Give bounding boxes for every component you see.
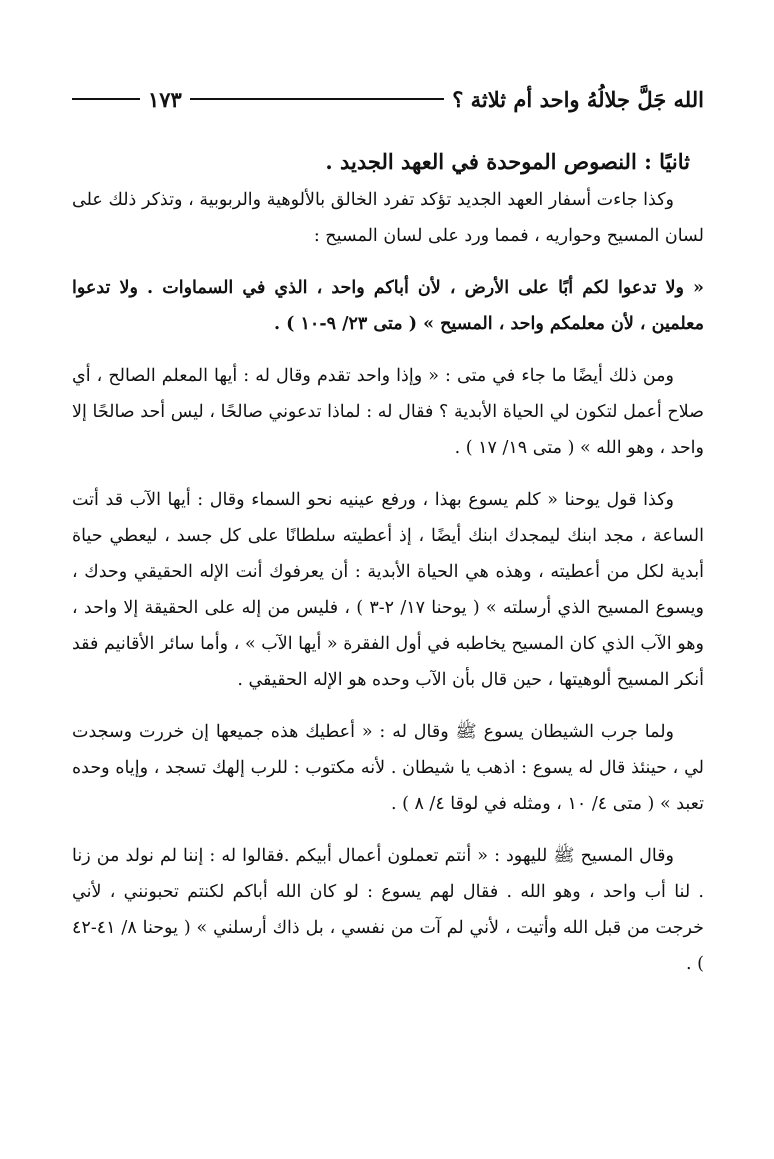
body-text <box>72 182 704 982</box>
page-number: ١٧٣ <box>148 86 182 112</box>
paragraph-temptation: ولما جرب الشيطان يسوع ﷺ وقال له : « أعطيك هذه جميعها إن خررت وسجدت لي ، حينئذ قال له يسوع : اذهب يا شيطان . لأنه مكتوب : للرب إلهك تسجد ، وإياه وحده تعبد » ( متى ٤/ ١٠ ، ومثله في لوقا ٤/ ٨ ) . <box>72 722 704 814</box>
paragraph-john-8: وقال المسيح ﷺ لليهود : « أنتم تعملون أعمال أبيكم .فقالوا له : إننا لم نولد من زنا . لنا أب واحد ، وهو الله . فقال لهم يسوع : لو كان الله أباكم لكنتم تحبونني ، لأني خرجت من قبل الله وأتيت ، لأني لم آت من نفسي ، بل ذاك أرسلني » ( يوحنا ٨/ ٤١-٤٢ ) . <box>72 846 704 974</box>
running-header <box>72 78 704 120</box>
paragraph-john-17: وكذا قول يوحنا « كلم يسوع بهذا ، ورفع عينيه نحو السماء وقال : أيها الآب قد أتت الساعة ، مجد ابنك ليمجدك ابنك أيضًا ، إذ أعطيته سلطانًا على كل جسد ، ليعطي حياة أبدية لكل من أعطيته ، وهذه هي الحياة الأبدية : أن يعرفوك أنت الإله الحقيقي وحدك ، ويسوع المسيح الذي أرسلته » ( يوحنا ١٧/ ٢-٣ ) ، فليس من إله على الحقيقة إلا واحد ، وهو الآب الذي كان المسيح يخاطبه في أول الفقرة « أيها الآب » ، وأما سائر الأقانيم فقد أنكر المسيح ألوهيتها ، حين قال بأن الآب وحده هو الإله الحقيقي . <box>72 490 704 690</box>
paragraph-quote-matthew-23: « ولا تدعوا لكم أبًا على الأرض ، لأن أباكم واحد ، الذي في السماوات . ولا تدعوا معلمين ، لأن معلمكم واحد ، المسيح » ( متى ٢٣/ ٩-١٠ ) . <box>72 278 704 334</box>
header-title: الله جَلَّ جلالُهُ واحد أم ثلاثة ؟ <box>452 86 704 112</box>
header-rule <box>190 98 444 100</box>
header-rule-short <box>72 98 140 100</box>
paragraph-matthew-19: ومن ذلك أيضًا ما جاء في متى : « وإذا واحد تقدم وقال له : أيها المعلم الصالح ، أي صلاح أعمل لتكون لي الحياة الأبدية ؟ فقال له : لماذا تدعوني صالحًا ، ليس أحد صالحًا إلا واحد ، وهو الله » ( متى ١٩/ ١٧ ) . <box>72 366 704 458</box>
paragraph-intro: وكذا جاءت أسفار العهد الجديد تؤكد تفرد الخالق بالألوهية والربوبية ، وتذكر ذلك على لسان المسيح وحواريه ، فمما ورد على لسان المسيح : <box>72 190 704 246</box>
section-title: ثانيًا : النصوص الموحدة في العهد الجديد . <box>325 149 690 174</box>
